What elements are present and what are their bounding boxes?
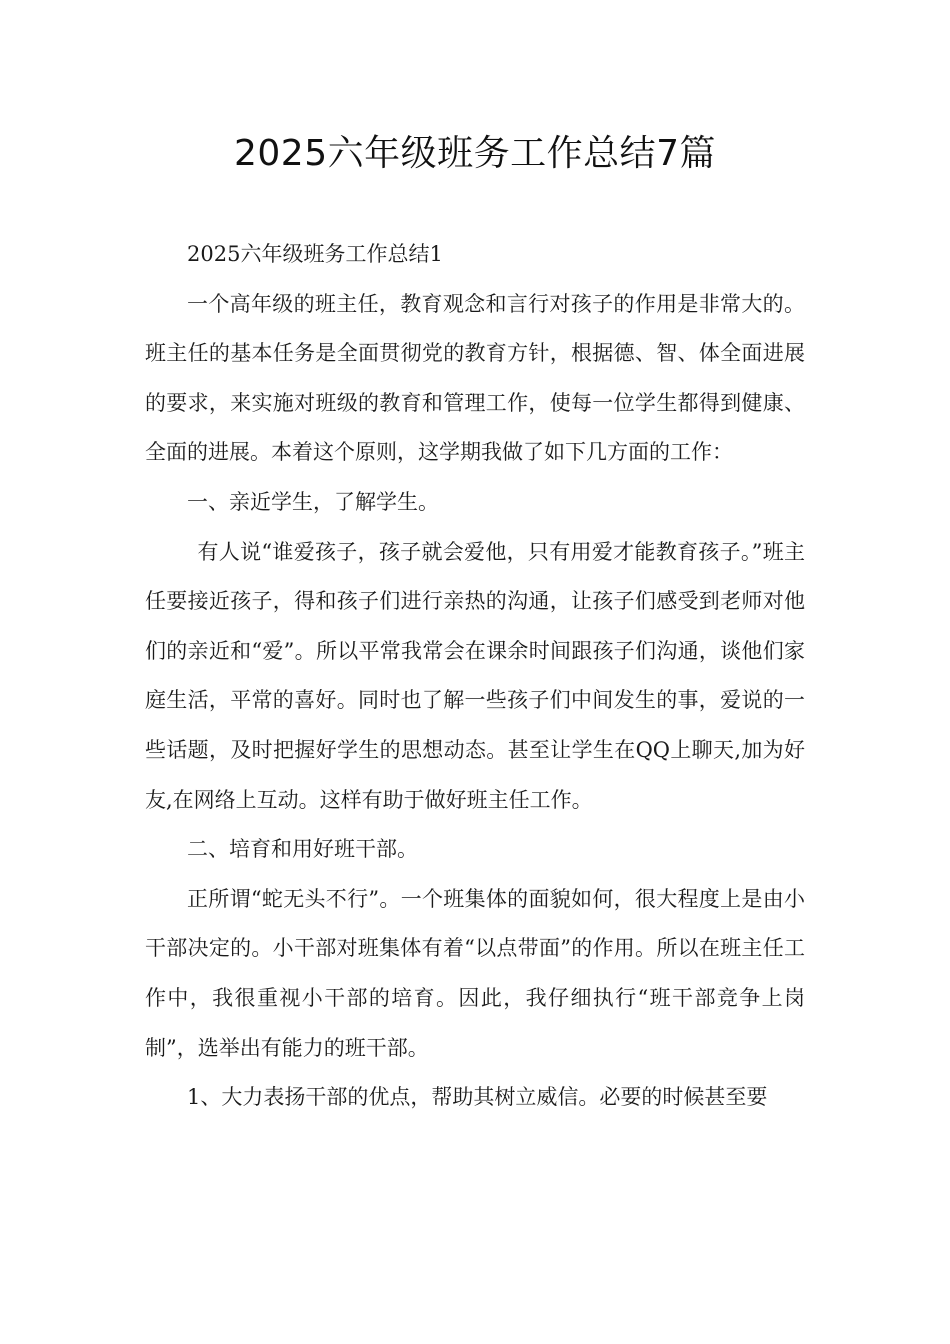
- section-heading: 一、亲近学生，了解学生。: [187, 489, 439, 514]
- body-paragraph: 一个高年级的班主任，教育观念和言行对孩子的作用是非常大的。班主任的基本任务是全面贯彻党的教育方针，根据德、智、体全面进展的要求，来实施对班级的教育和管理工作，使每一位学生都得到健康、全面的进展。本着这个原则，这学期我做了如下几方面的工作：: [145, 291, 805, 465]
- list-item: 1、大力表扬干部的优点，帮助其树立威信。必要的时候甚至要: [187, 1085, 768, 1110]
- section-heading: 2025六年级班务工作总结1: [187, 242, 443, 266]
- body-paragraph: 正所谓“蛇无头不行”。一个班集体的面貌如何，很大程度上是由小干部决定的。小干部对班集体有着“以点带面”的作用。所以在班主任工作中，我很重视小干部的培育。因此，我仔细执行“班干部竞争上岗制”，选举出有能力的班干部。: [145, 886, 805, 1060]
- document-body: [145, 230, 805, 1123]
- body-paragraph: 有人说“谁爱孩子，孩子就会爱他，只有用爱才能教育孩子。”班主任要接近孩子，得和孩子们进行亲热的沟通，让孩子们感受到老师对他们的亲近和“爱”。所以平常我常会在课余时间跟孩子们沟通，谈他们家庭生活，平常的喜好。同时也了解一些孩子们中间发生的事，爱说的一些话题，及时把握好学生的思想动态。甚至让学生在QQ上聊天,加为好友,在网络上互动。这样有助于做好班主任工作。: [145, 539, 805, 812]
- section-heading: 二、培育和用好班干部。: [187, 837, 418, 862]
- document-title: 2025六年级班务工作总结7篇: [233, 133, 717, 174]
